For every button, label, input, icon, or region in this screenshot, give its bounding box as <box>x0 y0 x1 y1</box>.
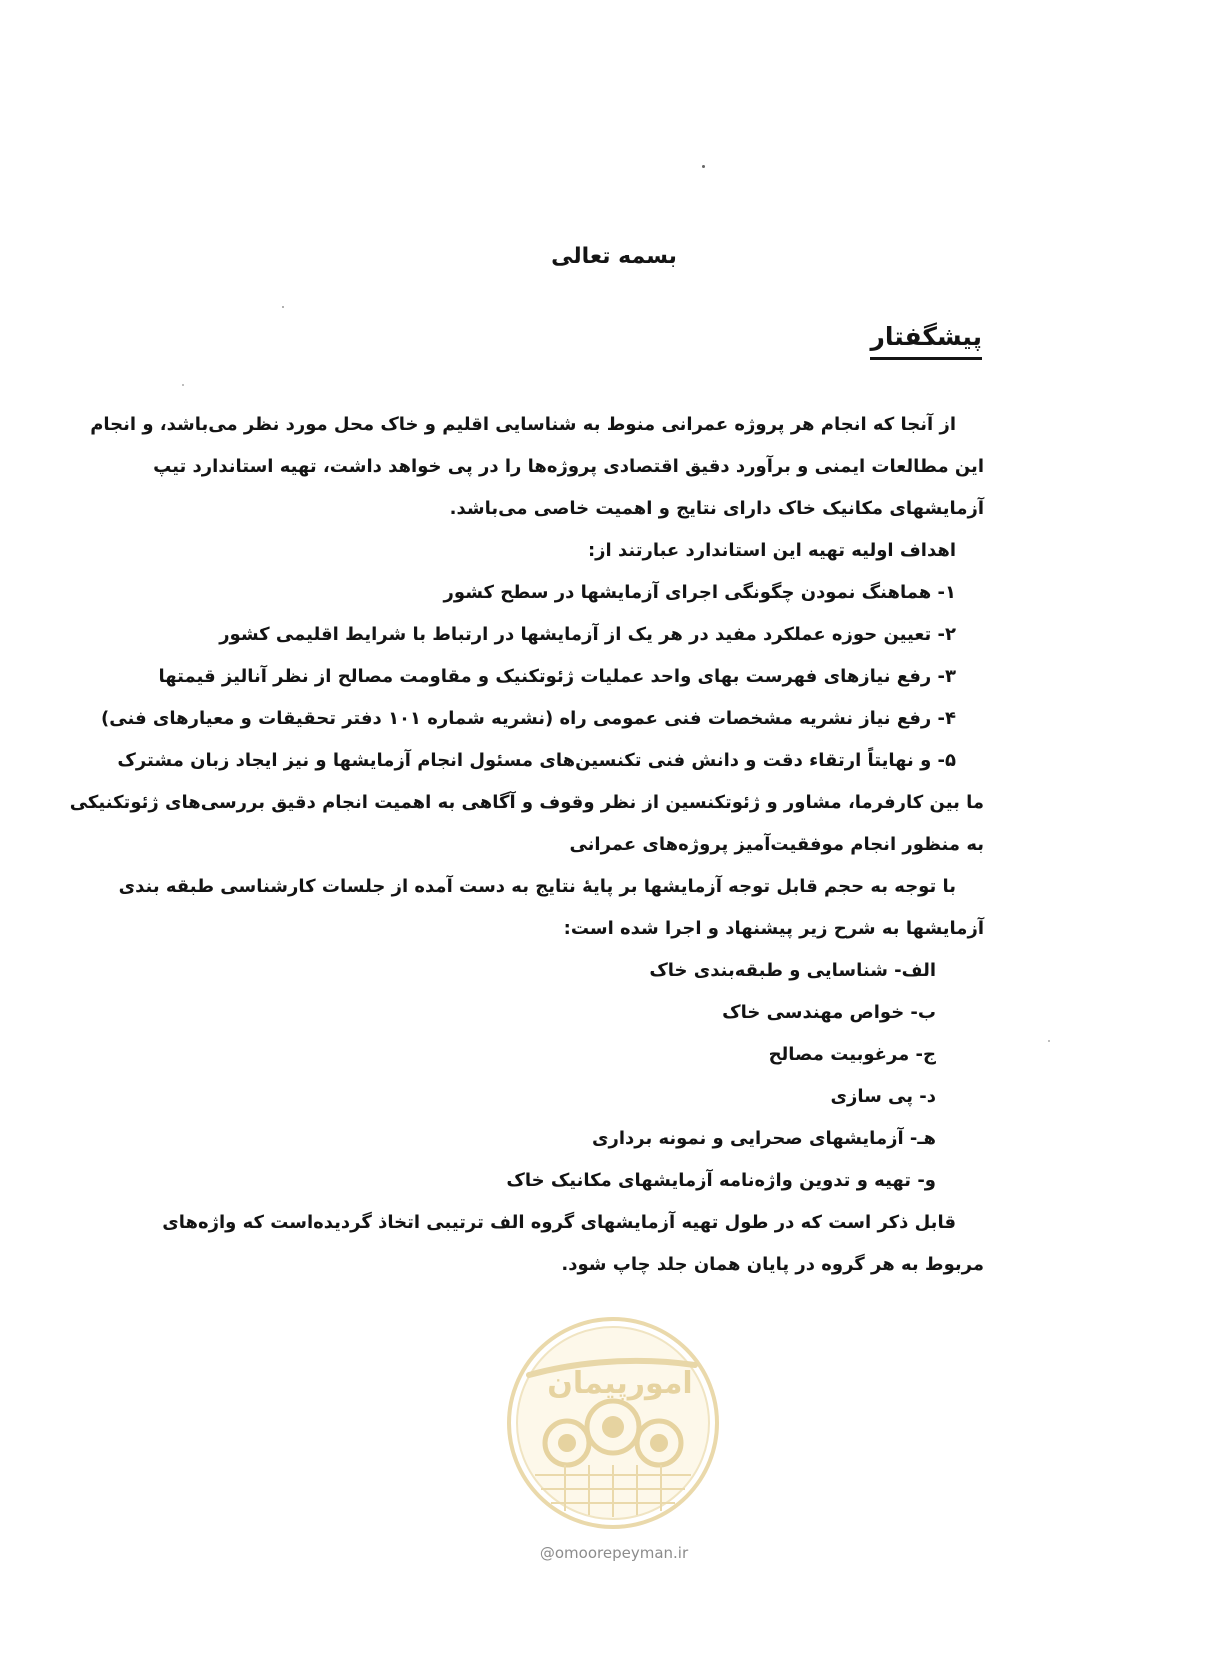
goal-item: ۵- و نهایتاً ارتقاء دقت و دانش فنی تکنسین‌های مسئول انجام آزمایشها و نیز ایجاد زبان مشترک <box>117 750 956 771</box>
paragraph-line: آزمایشهای مکانیک خاک دارای نتایج و اهمیت خاصی می‌باشد. <box>449 498 984 519</box>
paragraph-line: آزمایشها به شرح زیر پیشنهاد و اجرا شده است: <box>563 918 984 939</box>
category-item: ب- خواص مهندسی خاک <box>722 1002 936 1023</box>
scan-speck <box>282 306 284 308</box>
paragraph-line: این مطالعات ایمنی و برآورد دقیق اقتصادی پروژه‌ها را در پی خواهد داشت، تهیه استاندارد تیپ <box>153 456 984 477</box>
paragraph-line: قابل ذکر است که در طول تهیه آزمایشهای گروه الف ترتیبی اتخاذ گردیده‌است که واژه‌های <box>162 1212 956 1233</box>
goal-item: ۲- تعیین حوزه عملکرد مفید در هر یک از آزمایشها در ارتباط با شرایط اقلیمی کشور <box>219 624 956 645</box>
paragraph-line: مربوط به هر گروه در پایان همان جلد چاپ شود. <box>561 1254 984 1275</box>
category-item: الف- شناسایی و طبقه‌بندی خاک <box>649 960 936 981</box>
category-item: د- پی سازی <box>830 1086 936 1107</box>
seal-lettering: امورپیمان <box>547 1366 693 1401</box>
paragraph-line: ما بین کارفرما، مشاور و ژئوتکنسین از نظر وقوف و آگاهی به اهمیت انجام دقیق بررسی‌های ژئوتکنیکی <box>69 792 984 813</box>
scan-speck <box>182 384 184 386</box>
scan-speck <box>1048 1040 1050 1042</box>
paragraph-line: به منظور انجام موفقیت‌آمیز پروژه‌های عمرانی <box>569 834 984 855</box>
basmala-title: بسمه تعالی <box>551 244 677 269</box>
watermark-seal-icon <box>505 1315 721 1531</box>
category-item: ج- مرغوبیت مصالح <box>768 1044 936 1065</box>
goal-item: ۱- هماهنگ نمودن چگونگی اجرای آزمایشها در سطح کشور <box>443 582 956 603</box>
goal-item: ۴- رفع نیاز نشریه مشخصات فنی عمومی راه (نشریه شماره ۱۰۱ دفتر تحقیقات و معیارهای فنی) <box>101 708 956 729</box>
watermark-website: @omoorepeyman.ir <box>539 1544 689 1562</box>
section-heading: پیشگفتار <box>870 322 982 360</box>
paragraph-line: از آنجا که انجام هر پروژه عمرانی منوط به شناسایی اقلیم و خاک محل مورد نظر می‌باشد، و انجام <box>90 414 956 435</box>
paragraph-line: با توجه به حجم قابل توجه آزمایشها بر پایهٔ نتایج به دست آمده از جلسات کارشناسی طبقه بندی <box>118 876 956 897</box>
goals-intro: اهداف اولیه تهیه این استاندارد عبارتند از: <box>587 540 956 561</box>
category-item: هـ- آزمایشهای صحرایی و نمونه برداری <box>592 1128 936 1149</box>
category-item: و- تهیه و تدوین واژه‌نامه آزمایشهای مکانیک خاک <box>506 1170 936 1191</box>
scan-speck <box>702 165 705 168</box>
body-text <box>69 404 984 1286</box>
goal-item: ۳- رفع نیازهای فهرست بهای واحد عملیات ژئوتکنیک و مقاومت مصالح از نظر آنالیز قیمتها <box>158 666 956 687</box>
